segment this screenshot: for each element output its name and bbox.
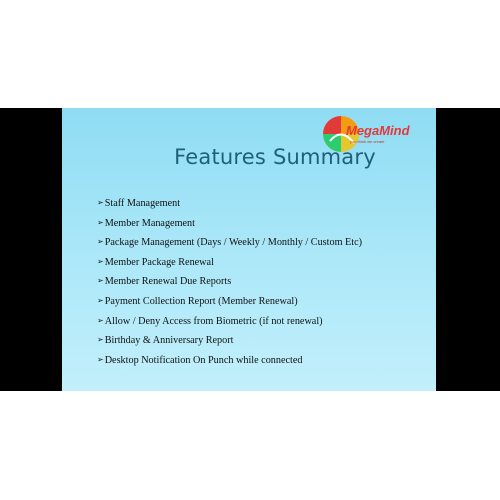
feature-label: Allow / Deny Access from Biometric (if not renewal) bbox=[104, 315, 323, 327]
feature-item bbox=[97, 351, 362, 371]
feature-label: Member Renewal Due Reports bbox=[104, 276, 232, 288]
feature-item bbox=[97, 233, 362, 253]
arrow-bullet-icon: ➢ bbox=[97, 198, 104, 207]
features-list bbox=[97, 194, 362, 370]
arrow-bullet-icon: ➢ bbox=[97, 276, 104, 286]
letterbox-left bbox=[0, 108, 62, 391]
arrow-bullet-icon: ➢ bbox=[97, 335, 104, 345]
feature-item bbox=[97, 331, 362, 351]
feature-label: Package Management (Days / Weekly / Monthly / Custom Etc) bbox=[104, 237, 363, 249]
feature-item bbox=[97, 272, 362, 292]
feature-label: Member Package Renewal bbox=[104, 256, 214, 268]
slide-title: Features Summary bbox=[174, 145, 376, 169]
feature-label: Birthday & Anniversary Report bbox=[104, 335, 234, 347]
feature-item bbox=[97, 194, 362, 214]
feature-label: Member Management bbox=[104, 217, 195, 229]
arrow-bullet-icon: ➢ bbox=[97, 354, 104, 364]
feature-item bbox=[97, 214, 362, 234]
feature-label: Staff Management bbox=[104, 198, 181, 209]
logo-tagline: you think we create bbox=[350, 139, 385, 144]
feature-label: Desktop Notification On Punch while connected bbox=[104, 354, 303, 366]
arrow-bullet-icon: ➢ bbox=[97, 237, 104, 247]
letterbox-right bbox=[436, 108, 500, 391]
logo-name: MegaMind bbox=[346, 123, 410, 138]
feature-item bbox=[97, 253, 362, 273]
presentation-slide bbox=[62, 108, 436, 391]
arrow-bullet-icon: ➢ bbox=[97, 295, 104, 305]
feature-item bbox=[97, 292, 362, 312]
arrow-bullet-icon: ➢ bbox=[97, 217, 104, 227]
arrow-bullet-icon: ➢ bbox=[97, 256, 104, 266]
feature-label: Payment Collection Report (Member Renewal) bbox=[104, 295, 298, 307]
feature-item bbox=[97, 312, 362, 332]
arrow-bullet-icon: ➢ bbox=[97, 315, 104, 325]
